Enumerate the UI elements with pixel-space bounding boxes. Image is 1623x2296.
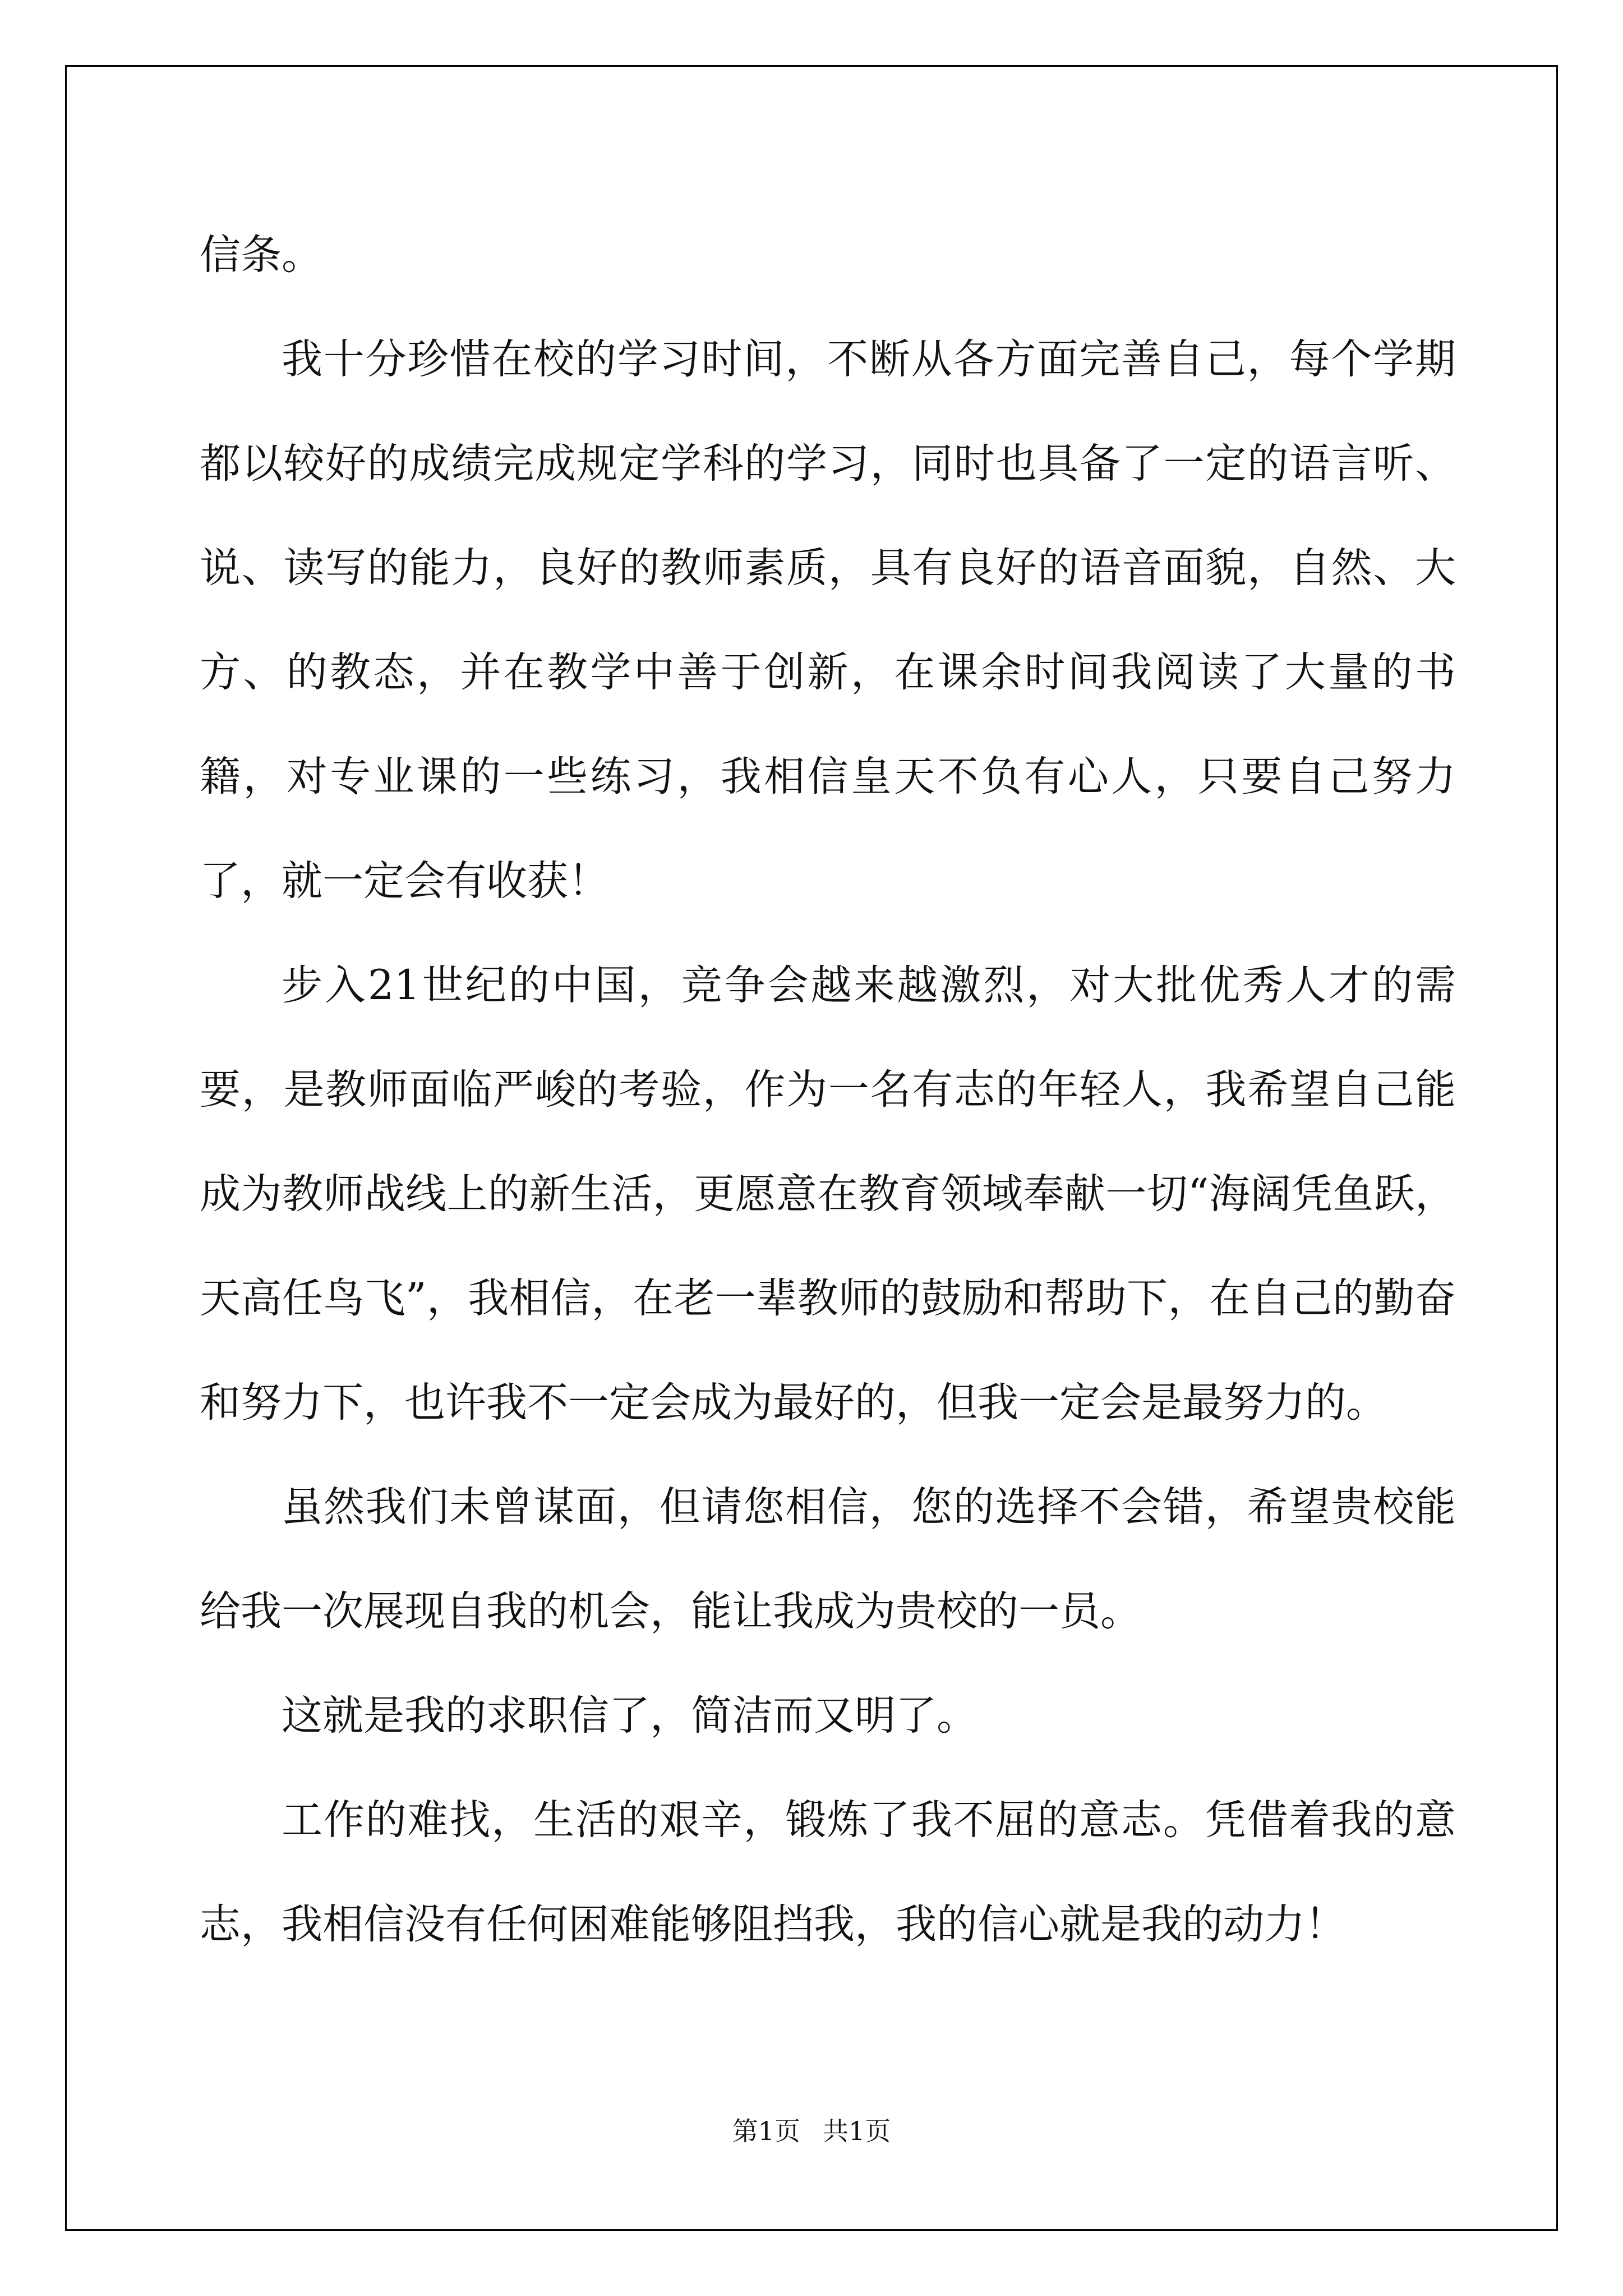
page-number-total: 共1页 [823,2116,891,2146]
paragraph-2: 我十分珍惜在校的学习时间，不断从各方面完善自己，每个学期都以较好的成绩完成规定学科的学习，同时也具备了一定的语言听、说、读写的能力，良好的教师素质，具有良好的语音面貌，自然、大方、的教态，并在教学中善于创新，在课余时间我阅读了大量的书籍，对专业课的一些练习，我相信皇天不负有心人，只要自己努力了，就一定会有收获！ [200,335,1456,905]
paragraph-3: 步入21世纪的中国，竞争会越来越激烈，对大批优秀人才的需要，是教师面临严峻的考验，作为一名有志的年轻人，我希望自己能成为教师战线上的新生活，更愿意在教育领域奉献一切“海阔凭鱼跃，天高任鸟飞”，我相信，在老一辈教师的鼓励和帮助下，在自己的勤奋和努力下，也许我不一定会成为最好的，但我一定会是最努力的。 [200,961,1456,1427]
paragraph-4: 虽然我们未曾谋面，但请您相信，您的选择不会错，希望贵校能给我一次展现自我的机会，能让我成为贵校的一员。 [200,1483,1456,1635]
paragraph-6: 工作的难找，生活的艰辛，锻炼了我不屈的意志。凭借着我的意志，我相信没有任何困难能够阻挡我，我的信心就是我的动力！ [200,1796,1456,1948]
page-number-current: 第1页 [732,2116,800,2146]
paragraph-1: 信条。 [200,231,322,279]
paragraph-5: 这就是我的求职信了，简洁而又明了。 [282,1692,978,1740]
page-footer [0,2111,1623,2148]
document-body [200,203,1456,1977]
